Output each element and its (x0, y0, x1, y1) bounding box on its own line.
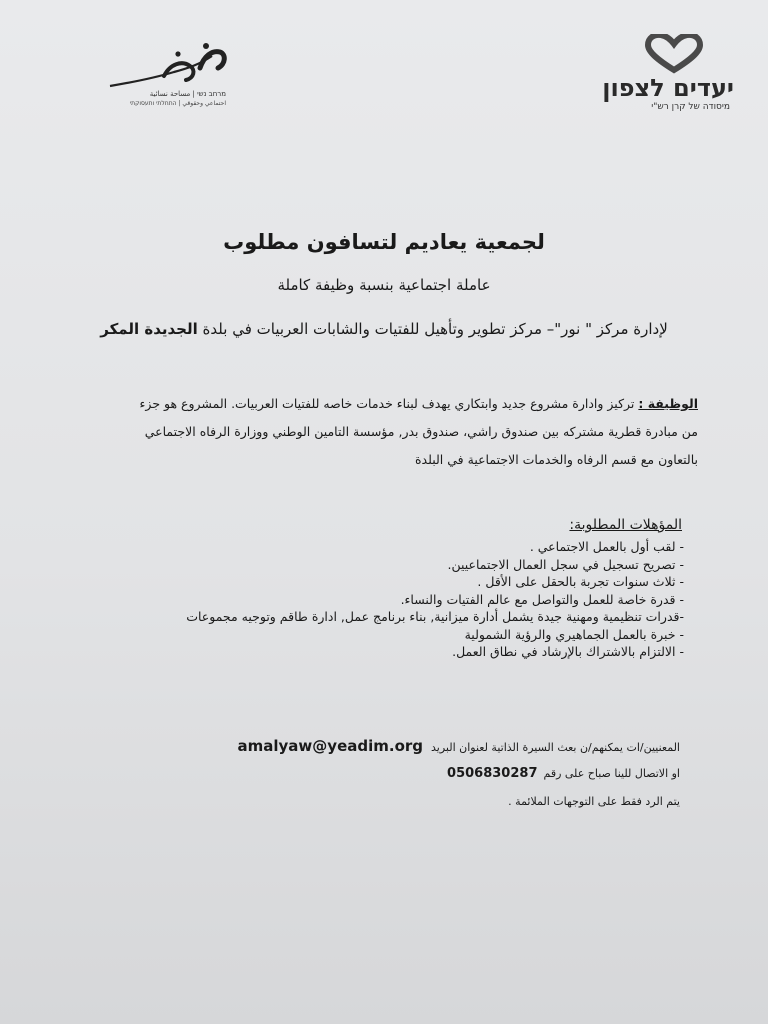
yeadim-brand-text: יעדים לצפון (602, 74, 734, 102)
contact-line-3: يتم الرد فقط على التوجهات الملائمة . (508, 795, 680, 808)
job-text-1: تركيز وادارة مشروع جديد وابتكاري يهدف لبناء خدمات خاصه للفتيات العربيات. المشروع هو جزء (139, 396, 639, 411)
contact-email: amalyaw@yeadim.org (237, 737, 424, 755)
heart-icon (644, 34, 704, 74)
contact-line-1 (238, 737, 680, 755)
qualification-item: - ثلاث سنوات تجربة بالحقل على الأقل . (477, 574, 684, 589)
page-title: لجمعية يعاديم لتسافون مطلوب (223, 230, 545, 254)
job-label: الوظيفة : (638, 396, 698, 411)
qualification-item: - لقب أول بالعمل الاجتماعي . (529, 539, 684, 554)
qualification-item: - تصريح تسجيل في سجل العمال الاجتماعيين. (447, 556, 684, 572)
contact-phone: 0506830287 (447, 766, 538, 781)
yeadim-tagline: מיסודה של קרן רש"י (651, 102, 730, 112)
qualification-item: - قدرة خاصة للعمل والتواصل مع عالم الفتيات والنساء. (400, 591, 684, 607)
job-subtitle: عاملة اجتماعية بنسبة وظيفة كاملة (277, 276, 491, 294)
noor-logo-line1: מרחב נשי | مساحة نسائية (149, 90, 226, 98)
noor-mark-icon (104, 42, 230, 90)
job-line-3: بالتعاون مع قسم الرفاه والخدمات الاجتماعية في البلدة (414, 452, 698, 467)
intro-text: لإدارة مركز " نور"– مركز تطوير وتأهيل للفتيات والشابات العربيات في بلدة (202, 320, 668, 338)
qualification-item: - الالتزام بالاشتراك بالإرشاد في نطاق العمل. (452, 644, 684, 659)
qualifications-list (186, 538, 684, 661)
noor-logo (104, 42, 230, 112)
job-line-2: من مبادرة قطرية مشتركه بين صندوق راشي، صندوق بدر, مؤسسة التامين الوطني ووزارة الرفاه الاجتماعي (144, 424, 698, 439)
intro-line (0, 320, 768, 338)
noor-logo-line2: احتماعي وحقوقي | התחלתי ותעסוקתי (129, 100, 226, 107)
qualification-item: -قدرات تنظيمية ومهنية جيدة يشمل أدارة ميزانية, بناء برنامج عمل, ادارة طاقم وتوجيه مجموعات (186, 609, 684, 624)
job-line-1 (140, 396, 698, 411)
contact-text-2: او الاتصال للينا صباح على رقم (543, 767, 680, 780)
qualifications-heading: المؤهلات المطلوبة: (569, 517, 682, 533)
intro-place: الجديدة المكر (100, 320, 198, 338)
yeadim-logo (602, 34, 736, 114)
contact-text-1: المعنيين/ات يمكنهم/ن بعث السيرة الذاتية لعنوان البريد (431, 741, 680, 754)
qualification-item: - خبرة بالعمل الجماهيري والرؤية الشمولية (464, 626, 684, 642)
contact-line-2 (447, 766, 680, 781)
